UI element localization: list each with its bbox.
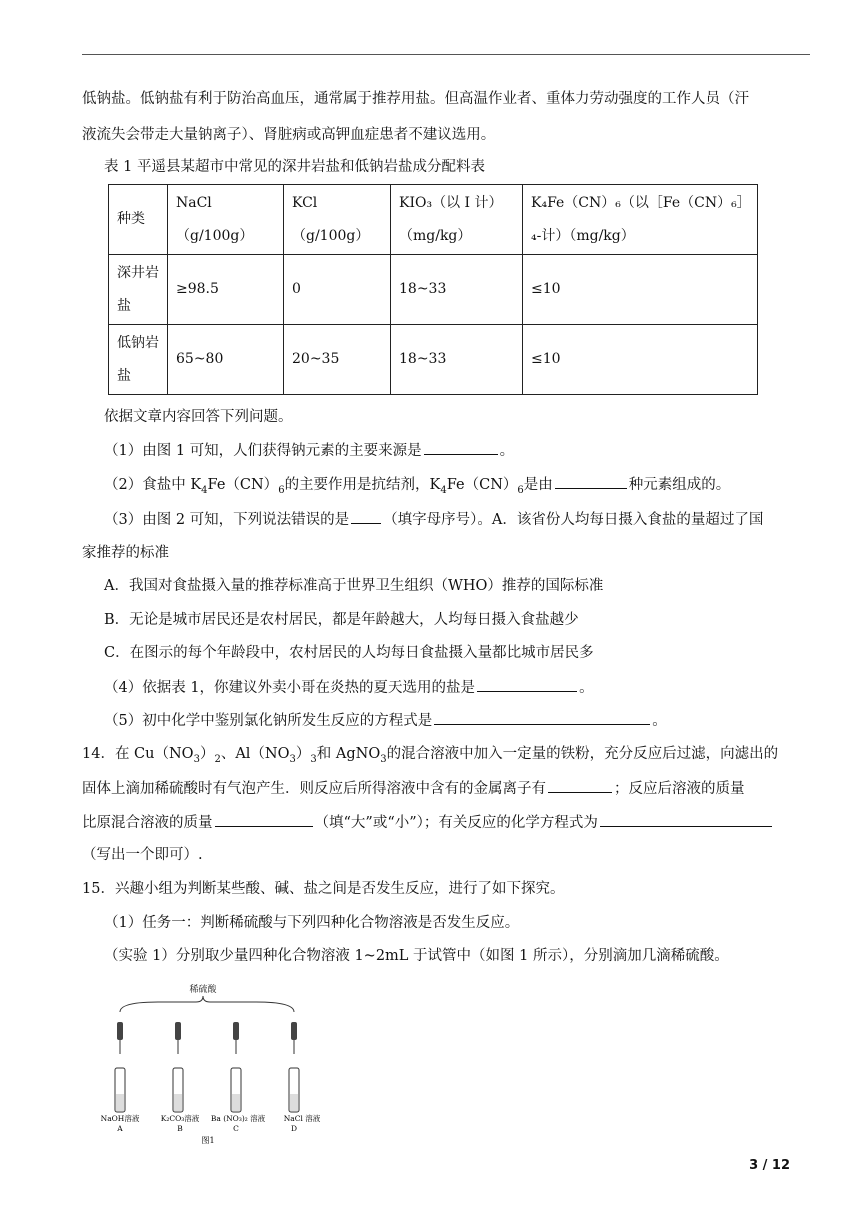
answer-blank[interactable] — [424, 439, 498, 455]
punct: 。 — [579, 680, 594, 696]
table-header-cell: K₄Fe（CN）₆（以［Fe（CN）₆］₄-计）（mg/kg） — [523, 185, 758, 255]
tube-label: NaCl 溶液 — [283, 1114, 321, 1123]
q13-part2: （2）食盐中 $K_4Fe(CN)_6$的主要作用是抗结剂，$K_4Fe(CN)_6$是由 种元素组成的。 — [104, 473, 730, 502]
option-b: B．无论是城市居民还是农村居民，都是年龄越大，人均每日摄入食盐越少 — [104, 612, 579, 628]
answer-blank[interactable] — [555, 473, 627, 489]
table-cell: ≤10 — [523, 325, 758, 395]
intro-line-2: 液流失会带走大量钠离子）、肾脏病或高钾血症患者不建议选用。 — [82, 127, 496, 143]
salt-composition-table — [108, 184, 758, 395]
text: 比原混合溶液的质量 — [82, 815, 213, 831]
text: ） — [295, 746, 311, 762]
table-cell: 20~35 — [284, 325, 391, 395]
text: （4）依据表 1，你建议外卖小哥在炎热的夏天选用的盐是 — [104, 680, 476, 696]
q15-task1: （1）任务一：判断稀硫酸与下列四种化合物溶液是否发生反应。 — [104, 915, 520, 931]
text: （填字母序号）。A．该省份人均每日摄入食盐的量超过了国 — [383, 512, 764, 528]
text: （5）初中化学中鉴别氯化钠所发生反应的方程式是 — [104, 713, 433, 729]
text: 种元素组成的。 — [628, 477, 731, 493]
figure-caption: 图1 — [201, 1136, 215, 1145]
page-number: 3 / 12 — [749, 1158, 790, 1173]
option-a: A．我国对食盐摄入量的推荐标准高于世界卫生组织（WHO）推荐的国际标准 — [104, 578, 604, 594]
text: ；反应后溶液的质量 — [614, 781, 745, 797]
table-header-cell: 种类 — [109, 185, 168, 255]
table-cell: 18~33 — [391, 255, 523, 325]
q13-lead: 依据文章内容回答下列问题。 — [104, 409, 293, 425]
text: ） — [199, 746, 215, 762]
text: 固体上滴加稀硫酸时有气泡产生．则反应后所得溶液中含有的金属离子有 — [82, 781, 546, 797]
q13-part3 — [104, 508, 763, 531]
q13-part3-cont: 家推荐的标准 — [82, 545, 169, 561]
table-header-cell: NaCl（g/100g） — [168, 185, 284, 255]
brace — [120, 996, 294, 1012]
table-cell: 低钠岩盐 — [109, 325, 168, 395]
table-row — [109, 325, 758, 395]
punct: 。 — [499, 443, 515, 459]
answer-blank[interactable] — [434, 709, 650, 725]
text: （填“大”或“小”）；有关反应的化学方程式为 — [314, 815, 598, 831]
text: （3）由图 2 可知，下列说法错误的是 — [104, 512, 350, 528]
q14-line-1: 14．在 $Cu(NO_3)_2$、$Al(NO_3)_3$和 AgNO$_3$的混合溶液中加入一定量的铁粉，充分反应后过滤，向滤出的 — [82, 746, 779, 765]
tube-a — [115, 1022, 125, 1112]
table-row — [109, 255, 758, 325]
q14-line-3 — [82, 811, 774, 834]
text: （2）食盐中 K — [104, 477, 202, 493]
tube-d — [289, 1022, 299, 1112]
tube-label: Ba (NO₃)₂ 溶液 — [210, 1114, 266, 1123]
figure-top-label: 稀硫酸 — [189, 985, 217, 995]
answer-blank[interactable] — [600, 811, 772, 827]
q14-line-4: （写出一个即可）. — [82, 847, 203, 863]
tube-label: K₂CO₃溶液 — [160, 1114, 200, 1123]
text: 的主要作用是抗结剂，K — [284, 477, 441, 493]
q15-exp1: （实验 1）分别取少量四种化合物溶液 1~2mL 于试管中（如图 1 所示），分别滴加几滴稀硫酸。 — [104, 948, 729, 964]
text: Fe（CN） — [207, 477, 279, 493]
test-tube-figure — [98, 978, 338, 1146]
tube-label: NaOH溶液 — [100, 1114, 140, 1123]
answer-blank[interactable] — [351, 508, 381, 524]
answer-blank[interactable] — [215, 811, 313, 827]
tube-c — [231, 1022, 241, 1112]
table-cell: 18~33 — [391, 325, 523, 395]
tube-letter: B — [177, 1124, 183, 1133]
table-cell: 65~80 — [168, 325, 284, 395]
text: 、Al（NO — [220, 746, 290, 762]
answer-blank[interactable] — [548, 777, 612, 793]
table-cell: 0 — [284, 255, 391, 325]
text: Fe（CN） — [446, 477, 518, 493]
tube-letter: C — [233, 1124, 239, 1133]
table-header-cell: KCl（g/100g） — [284, 185, 391, 255]
intro-line-1: 低钠盐。低钠盐有利于防治高血压，通常属于推荐用盐。但高温作业者、重体力劳动强度的工作人员（汗 — [82, 91, 749, 107]
q14-line-2 — [82, 777, 745, 800]
q13-part4 — [104, 676, 594, 699]
text: 的混合溶液中加入一定量的铁粉，充分反应后过滤，向滤出的 — [386, 746, 779, 762]
text: 14．在 Cu（NO — [82, 746, 194, 762]
table-cell: ≤10 — [523, 255, 758, 325]
table-header-row — [109, 185, 758, 255]
q15-title: 15．兴趣小组为判断某些酸、碱、盐之间是否发生反应，进行了如下探究。 — [82, 881, 565, 897]
table-cell: 深井岩盐 — [109, 255, 168, 325]
text: 和 AgNO — [316, 746, 381, 762]
q13-part5 — [104, 709, 667, 732]
table-header-cell: KIO₃（以 I 计）（mg/kg） — [391, 185, 523, 255]
tube-letter: D — [290, 1124, 298, 1133]
text: 是由 — [523, 477, 553, 493]
q13-part1-text: （1）由图 1 可知，人们获得钠元素的主要来源是 — [104, 443, 422, 459]
header-rule — [82, 54, 810, 55]
answer-blank[interactable] — [477, 676, 577, 692]
table-cell: ≥98.5 — [168, 255, 284, 325]
tube-b — [173, 1022, 183, 1112]
tube-letter: A — [117, 1124, 123, 1133]
punct: 。 — [652, 713, 667, 729]
option-c: C．在图示的每个年龄段中，农村居民的人均每日食盐摄入量都比城市居民多 — [104, 645, 594, 661]
q13-part1 — [104, 439, 514, 462]
table-caption: 表 1 平遥县某超市中常见的深井岩盐和低钠岩盐成分配料表 — [104, 159, 485, 175]
